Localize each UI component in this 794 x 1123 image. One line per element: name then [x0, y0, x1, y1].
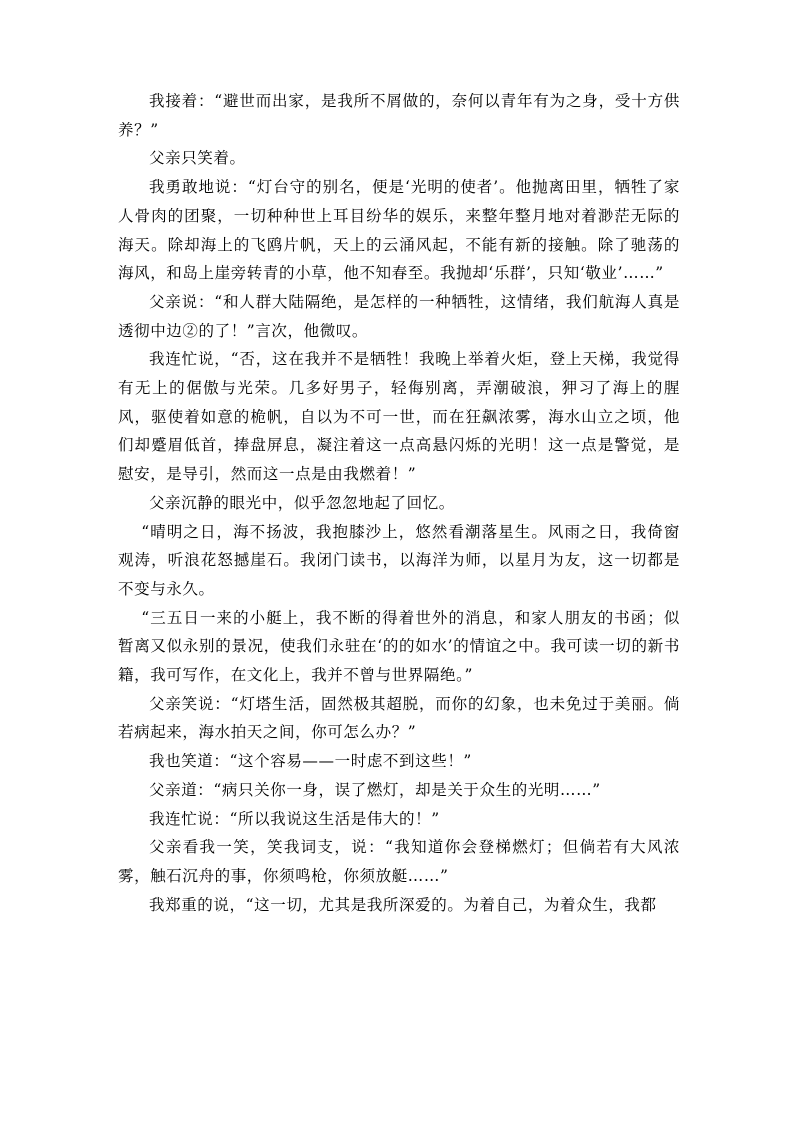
paragraph: 我连忙说，“否，这在我并不是牺牲！我晚上举着火炬，登上天梯，我觉得有无上的倨傲与光荣。几多好男子，轻侮别离，弄潮破浪，狎习了海上的腥风，驱使着如意的桅帆，自以为不可一世，而在狂飙浓雾，海水山立之顷，他们却蹙眉低首，捧盘屏息，凝注着这一点高悬闪烁的光明！这一点是警觉，是慰安，是导引，然而这一点是由我燃着！”: [118, 350, 680, 484]
paragraph: 父亲看我一笑，笑我词支，说：“我知道你会登梯燃灯；但倘若有大风浓雾，触石沉舟的事，你须鸣枪，你须放艇……”: [118, 838, 680, 885]
paragraph: 父亲只笑着。: [149, 149, 246, 168]
paragraph: 我也笑道：“这个容易——一时虑不到这些！”: [149, 752, 472, 771]
paragraph: 我接着：“避世而出家，是我所不屑做的，奈何以青年有为之身，受十方供养？”: [118, 92, 680, 139]
paragraph: “三五日一来的小艇上，我不断的得着世外的消息，和家人朋友的书函；似暂离又似永别的景况，使我们永驻在‘的的如水’的情谊之中。我可读一切的新书籍，我可写作，在文化上，我并不曾与世界隔绝。”: [118, 608, 680, 685]
paragraph: 我勇敢地说：“灯台守的别名，便是‘光明的使者’。他抛离田里，牺牲了家人骨肉的团聚，一切种种世上耳目纷华的娱乐，来整年整月地对着渺茫无际的海天。除却海上的飞鸥片帆，天上的云涌风起，不能有新的接触。除了驰荡的海风，和岛上崖旁转青的小草，他不知春至。我抛却‘乐群’，只知‘敬业’……”: [118, 178, 680, 283]
paragraph: 父亲说：“和人群大陆隔绝，是怎样的一种牺牲，这情绪，我们航海人真是透彻中边②的了！”言次，他微叹。: [118, 292, 680, 340]
paragraph: 父亲沉静的眼光中，似乎忽忽地起了回忆。: [149, 493, 455, 512]
paragraph: 我连忙说：“所以我说这生活是伟大的！”: [149, 809, 440, 828]
paragraph: 我郑重的说，“这一切，尤其是我所深爱的。为着自己，为着众生，我都: [149, 895, 657, 914]
paragraph: 父亲笑说：“灯塔生活，固然极其超脱，而你的幻象，也未免过于美丽。倘若病起来，海水拍天之间，你可怎么办？”: [118, 694, 680, 742]
paragraph: “晴明之日，海不扬波，我抱膝沙上，悠然看潮落星生。风雨之日，我倚窗观涛，听浪花怒撼崖石。我闭门读书，以海洋为师，以星月为友，这一切都是不变与永久。: [118, 522, 680, 598]
paragraph: 父亲道：“病只关你一身，误了燃灯，却是关于众生的光明……”: [149, 780, 601, 799]
article-body: [118, 87, 680, 919]
